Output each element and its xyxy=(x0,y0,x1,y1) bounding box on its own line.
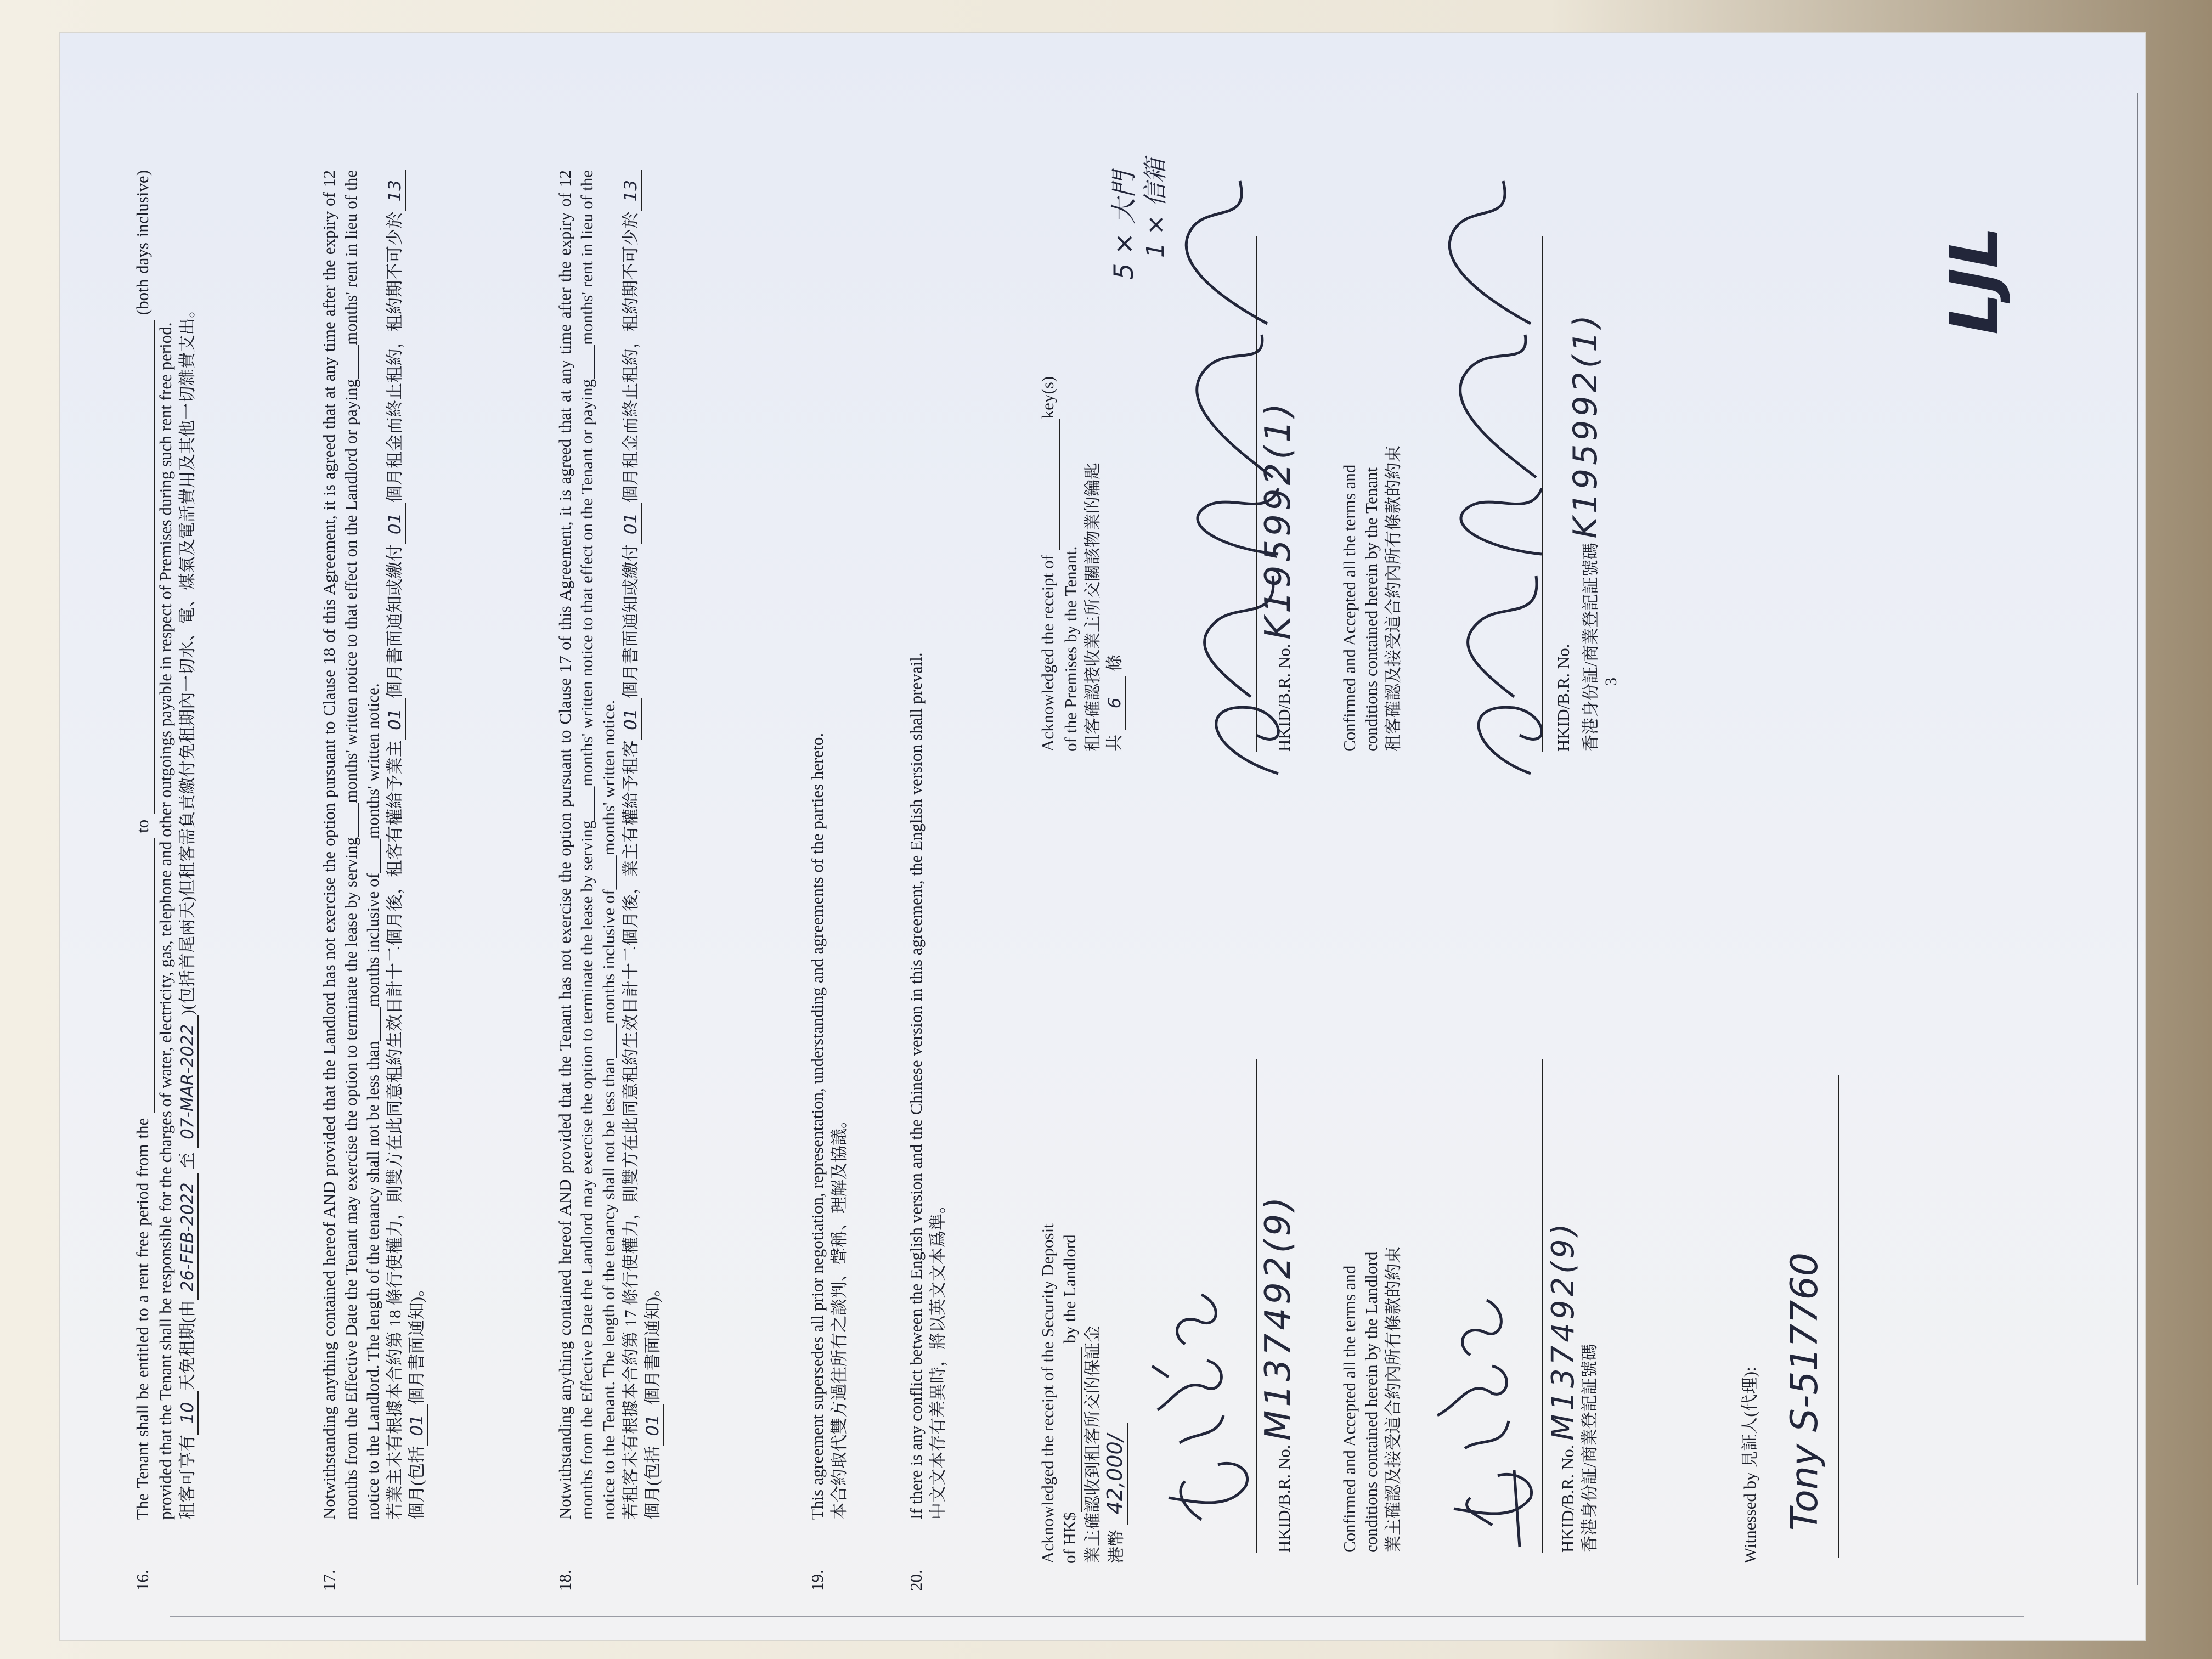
clause-17 xyxy=(318,170,428,1591)
clause-16 xyxy=(132,170,199,1591)
clause-17-english: Notwithstanding anything contained hereof AND provided that the Landlord has not exercise the option pursuant to Clause 18 of this Agreement, it is agreed that at any time after the expiry of 12 months from the Effective Date the Tenant may exercise the option to terminate the lease by serving____months' written notice to that effect on the Landlord or paying____months' rent in lieu of the notice to the Landlord. The length of the tenancy shall not be less than____months inclusive of____months' written notice. xyxy=(319,170,382,1520)
landlord-id-1: HKID/B.R. No. M137492(9) xyxy=(1258,1193,1299,1553)
clause-19-english: This agreement supersedes all prior negotiation, representation, understanding and agreements of the parties hereto. xyxy=(808,732,827,1520)
clause-number: 16. xyxy=(133,1570,152,1591)
page-number: 3 xyxy=(1602,678,1620,686)
witness-block: Witnessed by 見証人(代理): xyxy=(1740,1367,1759,1564)
witness-signature: Tony S-517760 xyxy=(1783,1252,1826,1531)
tenant-confirmation: Confirmed and Accepted all the terms and conditions contained herein by the Tenant 租客確認及接受這合約內所有條款的約束 xyxy=(1340,445,1403,752)
clause-number: 17. xyxy=(319,1570,338,1591)
tenant-id-2: HKID/B.R. No. 香港身份証/商業登記証號碼 K195992(1) xyxy=(1554,312,1605,752)
blank-line xyxy=(132,320,155,814)
clause-16-chinese: 租客可享有10天免租期(由26-FEB-2022 至 07-MAR-2022)(包括首尾兩天)但租客需負責繳付免租期內一切水、電、煤氣及電話費用及其他一切雜費支出。 xyxy=(178,301,198,1520)
tenant-signature-2 xyxy=(1410,126,1569,785)
landlord-signature-2 xyxy=(1410,1207,1553,1558)
clause-18-chinese: 若租客未有根據本合約第 17 條行使權力，則雙方在此同意租約生效日計十二個月後，業主有權給予租客01個月書面通知或繳付01個月租金而終止租約，租約期不可少於13個月(包括01個月書面通知)。 xyxy=(620,170,664,1520)
clause-20-english: If there is any conflict between the English version and the Chinese version in this agreement, the English version shall prevail. xyxy=(906,652,926,1520)
tenant-signature-line-2 xyxy=(1542,236,1543,752)
clause-number: 18. xyxy=(555,1570,574,1591)
blank-line xyxy=(132,838,155,1113)
landlord-signature-1 xyxy=(1136,1234,1262,1542)
keys-acknowledgement: Acknowledged the receipt of key(s) of the Premises by the Tenant. 租客確認接收業主所交關該物業的鑰匙 共 6 條 xyxy=(1038,376,1125,752)
clause-20 xyxy=(905,170,949,1591)
clause-16-english: The Tenant shall be entitled to a rent free period from the to (both days inclusive) provided that the Tenant shall be responsible for the charges of water, electricity, gas, telephone and other outgoings payable in respect of Premises during such rent free period. xyxy=(133,170,175,1520)
clause-18 xyxy=(554,170,664,1591)
clause-20-chinese: 中文文本存有差異時，將以英文文本爲準。 xyxy=(928,1197,947,1520)
tenant-signature-line-1 xyxy=(1256,236,1257,752)
document-page xyxy=(60,33,2145,1640)
keys-note-1: 5 × 大門 xyxy=(1109,171,1139,280)
deposit-acknowledgement: Acknowledged the receipt of the Security Deposit of HK$ by the Landlord 業主確認收到租客所交的保証金 港幣 42,000/ xyxy=(1038,1223,1127,1564)
rotated-document-content xyxy=(60,33,2145,1640)
clause-19 xyxy=(806,170,850,1591)
clause-number: 20. xyxy=(906,1570,926,1591)
clause-19-chinese: 本合約取代雙方過往所有之談判、聲稱、理解及協議。 xyxy=(830,1111,849,1520)
clause-number: 19. xyxy=(808,1570,827,1591)
clause-17-chinese: 若業主未有根據本合約第 18 條行使權力，則雙方在此同意租約生效日計十二個月後，租客有權給予業主01個月書面通知或繳付01個月租金而終止租約，租約期不可少於13個月(包括01個月書面通知)。 xyxy=(384,170,428,1520)
clause-18-english: Notwithstanding anything contained hereof AND provided that the Tenant has not exercise the option pursuant to Clause 17 of this Agreement, it is agreed that at any time after the expiry of 12 months from the Effective Date the Landlord may exercise the option to terminate the lease by serving____months' written notice to that effect on the Tenant or paying____months' rent in lieu of the notice to the Tenant. The length of the tenancy shall not be less than____months inclusive of____months' written notice. xyxy=(555,170,618,1520)
landlord-signature-line-1 xyxy=(1256,1059,1257,1553)
tenant-id-1: HKID/B.R. No. K195992(1) xyxy=(1258,399,1299,752)
landlord-signature-line-2 xyxy=(1542,1059,1543,1553)
keys-note-2: 1 × 信箱 xyxy=(1142,159,1170,258)
witness-signature-line xyxy=(1838,1075,1839,1558)
landlord-confirmation: Confirmed and Accepted all the terms and conditions contained herein by the Landlord 業主確認及接受這合約內所有條款的約束 xyxy=(1340,1246,1403,1553)
witness-initials: LJL xyxy=(1937,226,2013,335)
landlord-id-2: HKID/B.R. No. M137492(9) 香港身份証/商業登記証號碼 xyxy=(1545,1220,1599,1553)
